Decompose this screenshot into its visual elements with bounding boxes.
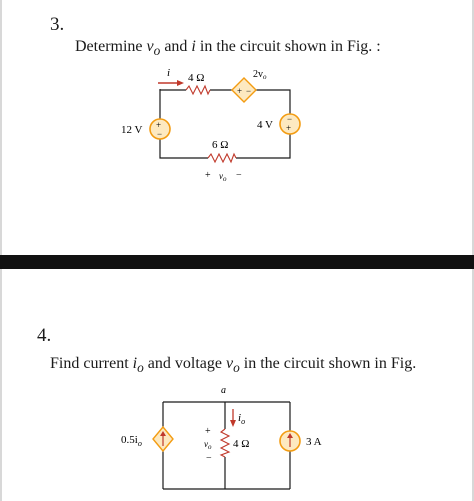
wire-top-left <box>160 89 186 90</box>
source-12v-plus: + <box>156 120 162 130</box>
problem-4-var-vo-sub: o <box>233 360 240 376</box>
wire-top-right <box>256 90 290 114</box>
problem-3-text-middle: and <box>160 38 192 55</box>
problem-3-var-vo: v <box>146 38 154 55</box>
problem-3-var-i: i <box>191 38 196 55</box>
vo-plus: + <box>205 170 211 181</box>
current-label-i: i <box>167 67 171 79</box>
resistor-4ohm-vertical <box>221 429 229 457</box>
problem-3-text-suffix: in the circuit shown in Fig. : <box>195 38 381 55</box>
vo-minus: − <box>206 453 212 464</box>
dependent-source-label: $0.5i_o$ <box>121 434 142 448</box>
io-label: $i_o$ <box>238 412 246 426</box>
problem-4-panel <box>0 269 474 501</box>
vo-label: $v_o$ <box>204 439 212 451</box>
section-divider <box>0 255 474 269</box>
dependent-source-label: $2v_o$ <box>253 69 267 81</box>
problem-3-text-prefix: Determine <box>75 38 147 55</box>
resistor-6ohm <box>208 154 236 162</box>
circuit-diagram-4 <box>0 269 474 501</box>
problem-4-var-io-sub: o <box>137 360 144 376</box>
source-4v-plus: + <box>286 123 292 133</box>
problem-4-text-prefix: Find current <box>50 355 133 372</box>
source-4v-label: 4 V <box>257 119 273 131</box>
source-4v-minus: − <box>287 114 293 124</box>
resistor-6ohm-label: 6 Ω <box>212 139 229 151</box>
dependent-source-plus: + <box>237 86 243 96</box>
resistor-4ohm-label: 4 Ω <box>233 438 250 450</box>
vo-minus: − <box>236 170 242 181</box>
io-arrow-head <box>230 420 236 427</box>
dependent-voltage-source <box>232 78 256 102</box>
problem-4-var-vo: v <box>225 355 234 372</box>
resistor-4ohm <box>186 86 210 94</box>
current-source-3a-label: 3 A <box>306 436 322 448</box>
problem-4-text-suffix: in the circuit shown in Fig. <box>239 355 417 372</box>
vo-label: $v_o$ <box>219 171 227 183</box>
current-arrow-head <box>177 80 184 86</box>
problem-4-text-middle: and voltage <box>143 355 226 372</box>
wire-bottom-right <box>236 134 290 158</box>
problem-3-var-vo-sub: o <box>153 43 161 59</box>
dependent-source-minus: − <box>246 86 252 96</box>
resistor-4ohm-label: 4 Ω <box>188 72 205 84</box>
node-a-label: a <box>221 385 226 396</box>
vo-plus: + <box>205 426 211 437</box>
source-12v-label: 12 V <box>121 124 143 136</box>
source-12v-minus: − <box>157 129 163 139</box>
problem-4-var-io: i <box>132 355 138 372</box>
problem-4-number: 4. <box>37 325 52 346</box>
problem-3-number: 3. <box>50 14 65 35</box>
